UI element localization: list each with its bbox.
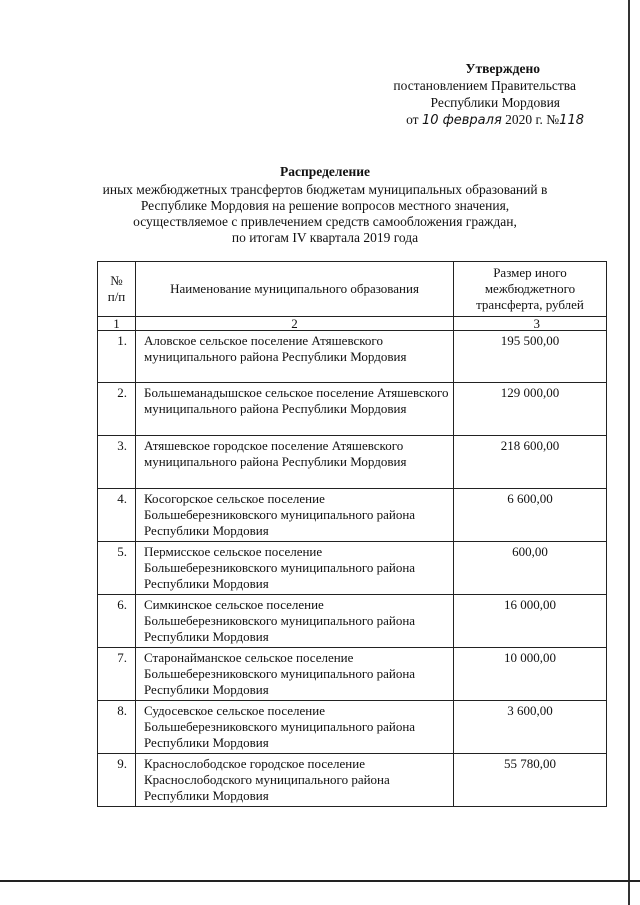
row-name: Краснослободское городское поселение Краснослободского муниципального района Республики Мордовия: [136, 754, 454, 807]
row-amount: 600,00: [454, 542, 607, 595]
heading-line: иных межбюджетных трансфертов бюджетам муниципальных образований в: [102, 182, 548, 197]
table-row: [98, 701, 607, 754]
approval-date-suffix: 2020 г. №: [505, 112, 560, 127]
table-row: [98, 542, 607, 595]
table-row: [98, 436, 607, 489]
approval-date-line: [360, 111, 610, 129]
document-heading: [90, 164, 560, 246]
index-cell: 2: [136, 317, 454, 331]
heading-title: Распределение: [279, 164, 371, 179]
header-number: № п/п: [98, 262, 136, 317]
table-row: [98, 648, 607, 701]
row-number: 1.: [98, 331, 136, 383]
row-number: 8.: [98, 701, 136, 754]
table-row: [98, 489, 607, 542]
approval-number-handwritten: 118: [559, 113, 584, 128]
row-number: 5.: [98, 542, 136, 595]
header-name: Наименование муниципального образования: [136, 262, 454, 317]
index-cell: 1: [98, 317, 136, 331]
approval-date-handwritten: 10 февраля: [421, 113, 502, 128]
row-name: Симкинское сельское поселение Большеберезниковского муниципального района Республики Мордовия: [136, 595, 454, 648]
row-amount: 16 000,00: [454, 595, 607, 648]
header-amount: Размер иного межбюджетного трансферта, рублей: [454, 262, 607, 317]
approval-title: Утверждено: [465, 61, 540, 76]
row-name: Атяшевское городское поселение Атяшевского муниципального района Республики Мордовия: [136, 436, 454, 489]
row-amount: 3 600,00: [454, 701, 607, 754]
heading-line: Республике Мордовия на решение вопросов местного значения,: [140, 198, 510, 213]
table-row: [98, 383, 607, 436]
row-name: Старонайманское сельское поселение Большеберезниковского муниципального района Республики Мордовия: [136, 648, 454, 701]
row-name: Косогорское сельское поселение Большеберезниковского муниципального района Республики Мордовия: [136, 489, 454, 542]
table-row: [98, 754, 607, 807]
row-number: 3.: [98, 436, 136, 489]
heading-line: осуществляемое с привлечением средств самообложения граждан,: [133, 214, 517, 229]
approval-block: [360, 60, 610, 129]
table-header-row: [98, 262, 607, 317]
approval-line-1: постановлением Правительства: [393, 78, 576, 93]
row-number: 2.: [98, 383, 136, 436]
table-row: [98, 595, 607, 648]
table-index-row: [98, 317, 607, 331]
index-cell: 3: [454, 317, 607, 331]
row-amount: 218 600,00: [454, 436, 607, 489]
row-amount: 55 780,00: [454, 754, 607, 807]
row-number: 4.: [98, 489, 136, 542]
scan-edge-right: [628, 0, 630, 905]
approval-line-2: Республики Мордовия: [430, 95, 560, 110]
row-amount: 195 500,00: [454, 331, 607, 383]
heading-line: по итогам IV квартала 2019 года: [231, 230, 419, 245]
distribution-table: [97, 261, 607, 807]
row-name: Большеманадышское сельское поселение Атяшевского муниципального района Республики Мордовия: [136, 383, 454, 436]
row-number: 6.: [98, 595, 136, 648]
row-number: 9.: [98, 754, 136, 807]
scan-edge-bottom: [0, 880, 640, 882]
row-name: Пермисское сельское поселение Большеберезниковского муниципального района Республики Мордовия: [136, 542, 454, 595]
row-amount: 10 000,00: [454, 648, 607, 701]
row-amount: 6 600,00: [454, 489, 607, 542]
row-number: 7.: [98, 648, 136, 701]
approval-date-prefix: от: [406, 112, 419, 127]
row-amount: 129 000,00: [454, 383, 607, 436]
row-name: Аловское сельское поселение Атяшевского муниципального района Республики Мордовия: [136, 331, 454, 383]
table-row: [98, 331, 607, 383]
row-name: Судосевское сельское поселение Большеберезниковского муниципального района Республики Мордовия: [136, 701, 454, 754]
